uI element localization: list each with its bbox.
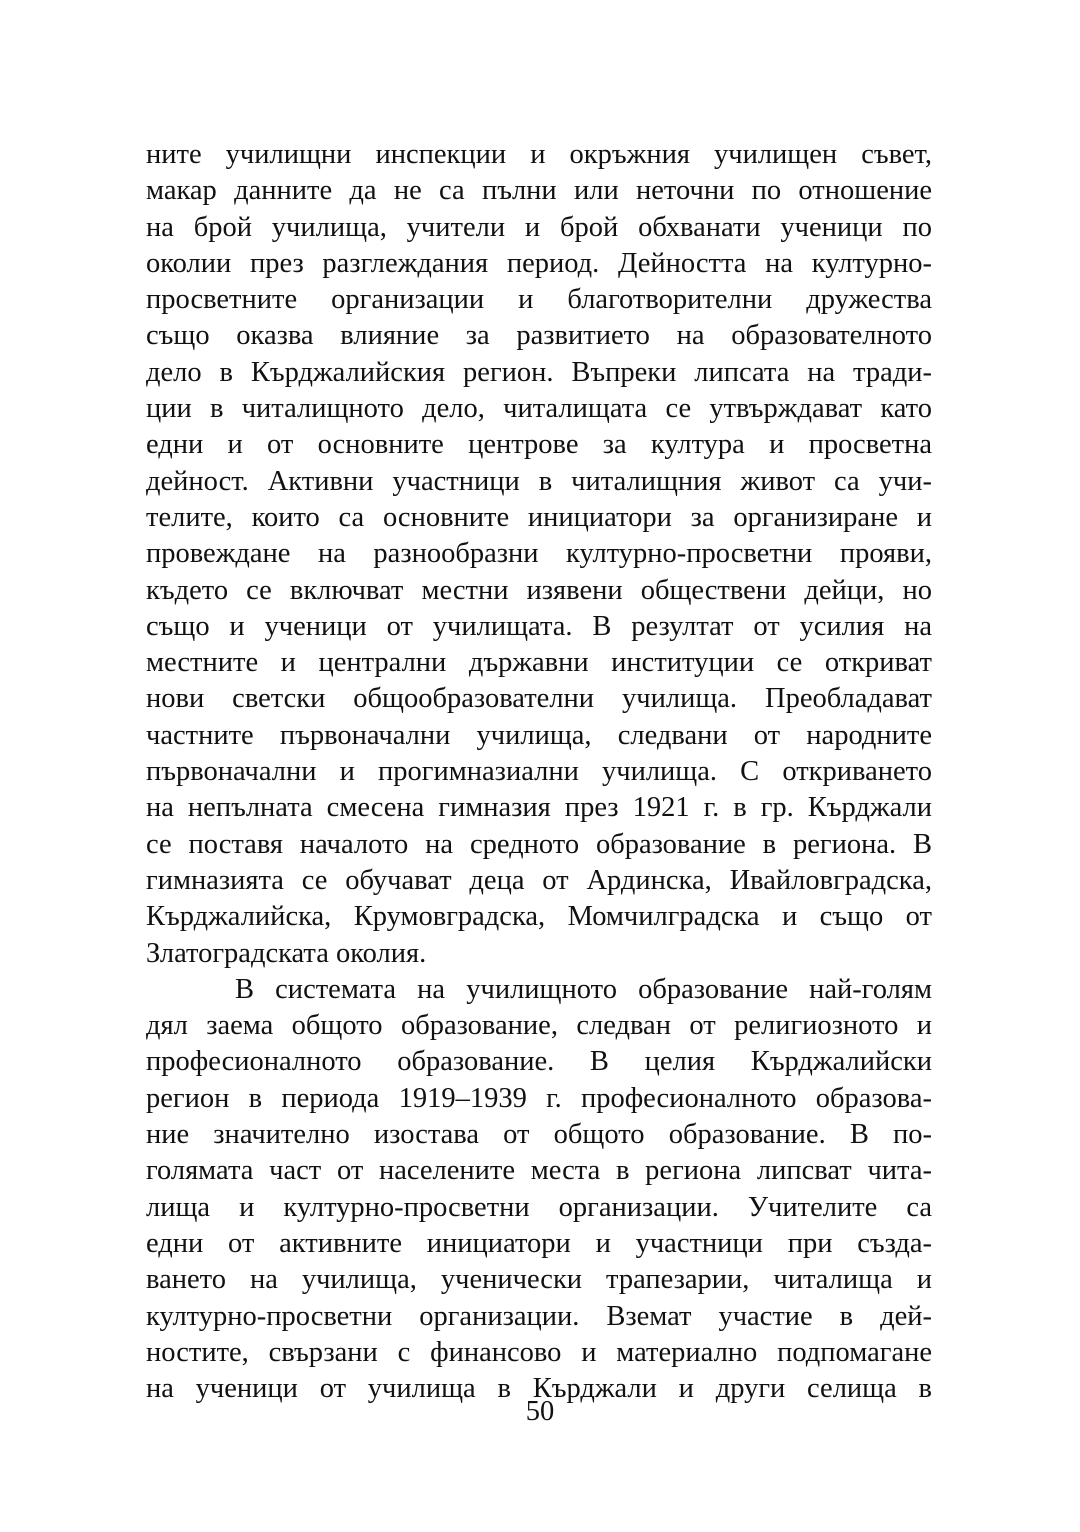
text-line: провеждане на разнообразни културно-просветни прояви, [146, 538, 932, 570]
text-line: голямата част от населените места в региона липсват чита- [146, 1155, 932, 1187]
text-line: Кърджалийска, Крумовградска, Момчилградска и също от [146, 901, 932, 933]
paragraph-2 [146, 972, 932, 1408]
text-line: първоначални и прогимназиални училища. С откриването [146, 756, 932, 788]
body-text [146, 137, 932, 1407]
text-line: професионалното образование. В целия Кърджалийски [146, 1046, 932, 1078]
text-line: ностите, свързани с финансово и материално подпомагане [146, 1336, 932, 1368]
text-line: Златоградската околия. [146, 937, 427, 969]
text-line: телите, които са основните инициатори за организиране и [146, 501, 932, 533]
text-line: едни и от основните центрове за култура и просветна [146, 429, 932, 461]
text-line: ването на училища, ученически трапезарии, читалища и [146, 1264, 932, 1296]
text-line: също оказва влияние за развитието на образователното [146, 320, 932, 352]
paragraph-1 [146, 137, 932, 972]
text-line: ции в читалищното дело, читалищата се утвърждават като [146, 393, 932, 425]
text-line: макар данните да не са пълни или неточни по отношение [146, 175, 932, 207]
text-line: на непълната смесена гимназия през 1921 г. в гр. Кърджали [146, 792, 932, 824]
text-line: околии през разглеждания период. Дейността на културно- [146, 247, 932, 279]
text-line: на ученици от училища в Кърджали и други селища в [146, 1373, 932, 1405]
text-line: дейност. Активни участници в читалищния живот са учи- [146, 465, 932, 497]
text-line: дело в Кърджалийския регион. Въпреки липсата на тради- [146, 356, 932, 388]
text-line: ние значително изостава от общото образование. В по- [146, 1119, 932, 1151]
text-line: частните първоначални училища, следвани от народните [146, 719, 932, 751]
text-line: В системата на училищното образование най-голям [235, 973, 932, 1005]
page-number: 50 [525, 1396, 555, 1427]
text-line: дял заема общото образование, следван от религиозното и [146, 1010, 932, 1042]
text-line: също и ученици от училищата. В резултат от усилия на [146, 610, 932, 642]
text-line: ните училищни инспекции и окръжния училищен съвет, [146, 139, 932, 170]
text-line: лища и културно-просветни организации. Учителите са [146, 1191, 932, 1223]
text-line: на брой училища, учители и брой обхванати ученици по [146, 211, 932, 243]
text-line: регион в периода 1919–1939 г. професионалното образова- [146, 1082, 932, 1114]
text-line: просветните организации и благотворителни дружества [146, 284, 932, 316]
text-line: културно-просветни организации. Вземат участие в дей- [146, 1300, 932, 1332]
text-line: нови светски общообразователни училища. Преобладават [146, 683, 932, 715]
text-line: местните и централни държавни институции се откриват [146, 647, 932, 679]
text-line: едни от активните инициатори и участници при създа- [146, 1227, 932, 1259]
text-line: където се включват местни изявени обществени дейци, но [146, 574, 932, 606]
text-line: гимназията се обучават деца от Ардинска, Ивайловградска, [146, 864, 932, 896]
text-line: се поставя началото на средното образование в региона. В [146, 828, 932, 860]
